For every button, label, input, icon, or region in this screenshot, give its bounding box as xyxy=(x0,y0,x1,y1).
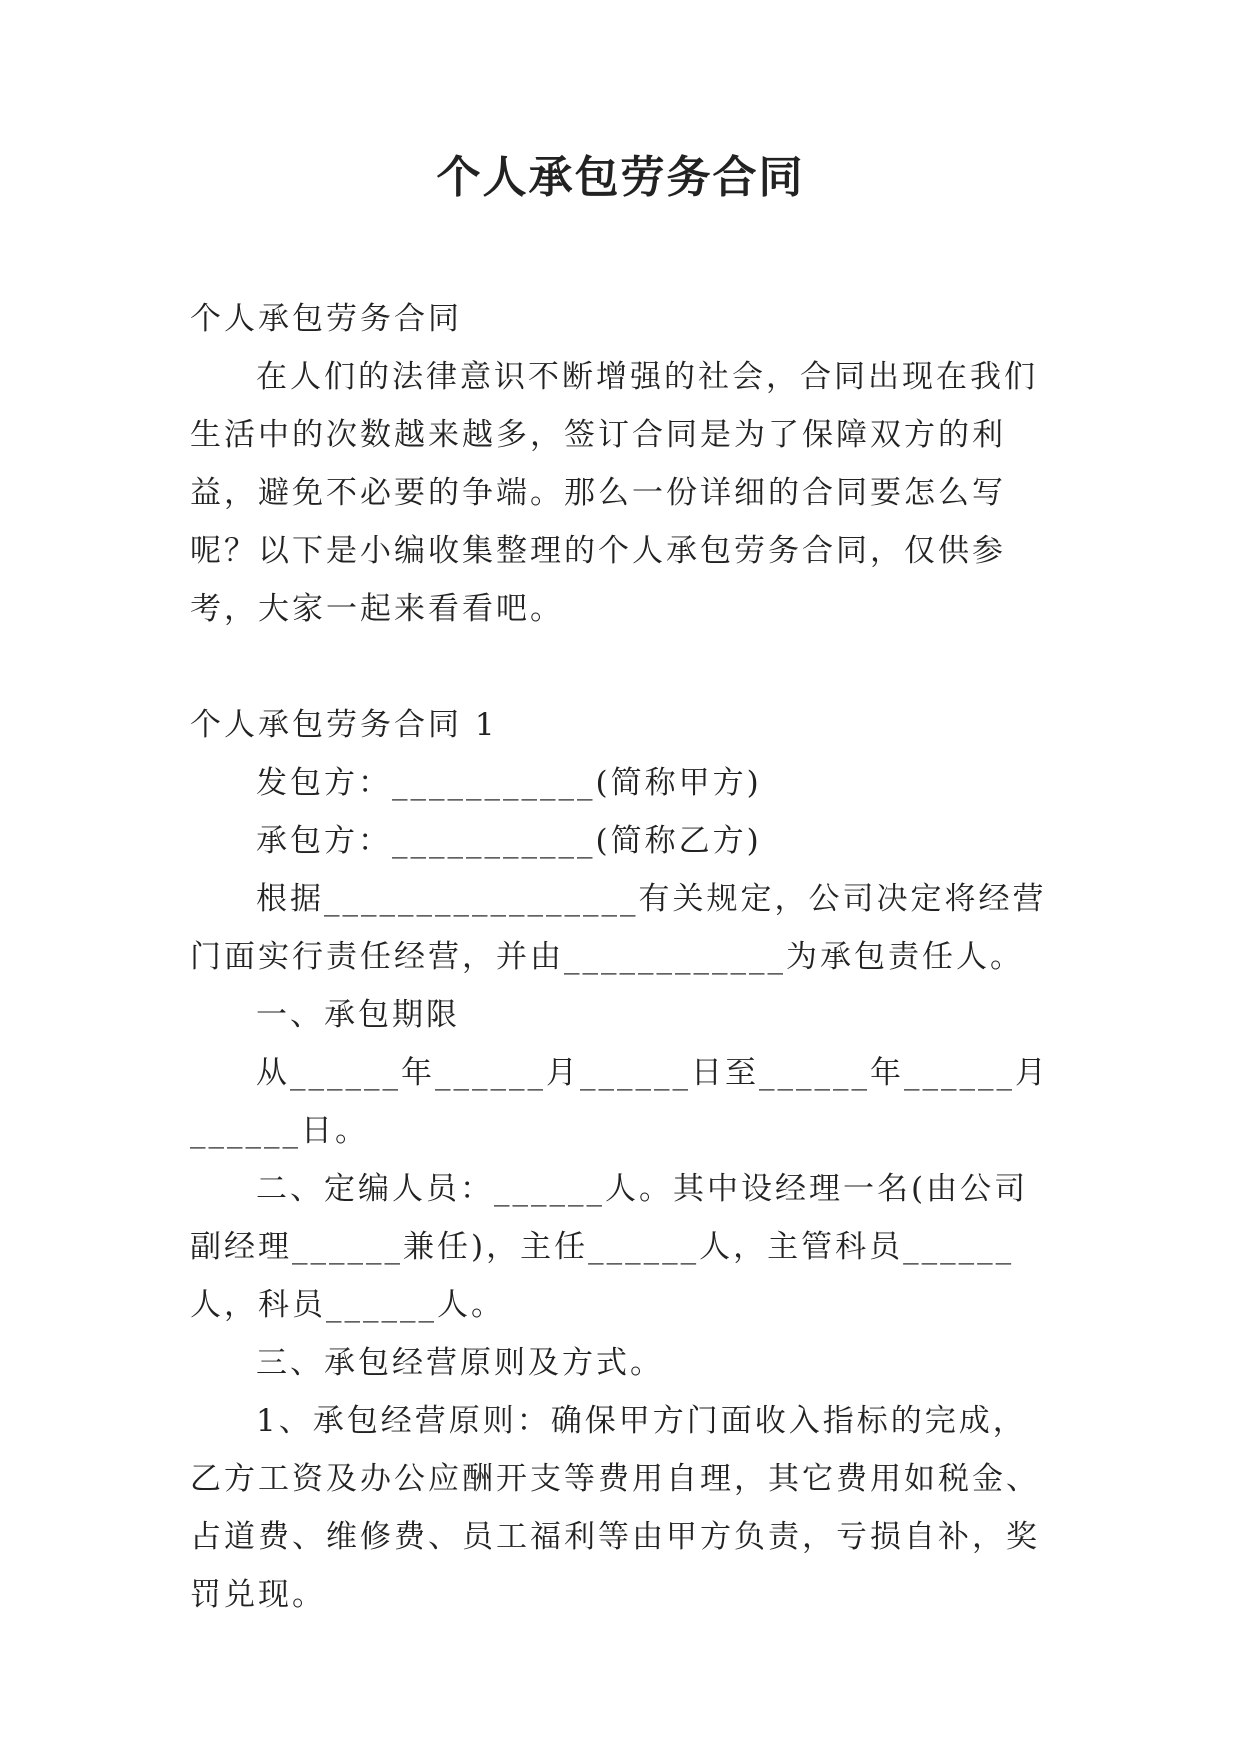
clause-1-text: 从______年______月______日至______年______月______日。 xyxy=(190,1055,1049,1149)
subtitle: 个人承包劳务合同 xyxy=(190,301,462,337)
basis-paragraph: 根据_________________有关规定，公司决定将经营门面实行责任经营，并由____________为承包责任人。 xyxy=(190,881,1047,975)
document-body xyxy=(190,290,1050,1624)
paragraph-spacer xyxy=(190,638,1050,696)
clause-2-paragraph: 二、定编人员：______人。其中设经理一名(由公司副经理______兼任)，主任______人，主管科员______人，科员______人。 xyxy=(190,1171,1029,1323)
clause-3-1-paragraph: 1、承包经营原则：确保甲方门面收入指标的完成，乙方工资及办公应酬开支等费用自理，其它费用如税金、占道费、维修费、员工福利等由甲方负责，亏损自补，奖罚兑现。 xyxy=(190,1403,1040,1613)
party-a-line: 发包方：___________(简称甲方) xyxy=(256,765,762,801)
clause-3-title: 三、承包经营原则及方式。 xyxy=(256,1345,664,1381)
party-b-line: 承包方：___________(简称乙方) xyxy=(256,823,762,859)
document-title: 个人承包劳务合同 xyxy=(436,152,805,203)
clause-1-title: 一、承包期限 xyxy=(256,997,460,1033)
section-title: 个人承包劳务合同 1 xyxy=(190,707,498,743)
intro-paragraph: 在人们的法律意识不断增强的社会，合同出现在我们生活中的次数越来越多，签订合同是为了保障双方的利益，避免不必要的争端。那么一份详细的合同要怎么写呢？以下是小编收集整理的个人承包劳务合同，仅供参考，大家一起来看看吧。 xyxy=(190,359,1038,627)
